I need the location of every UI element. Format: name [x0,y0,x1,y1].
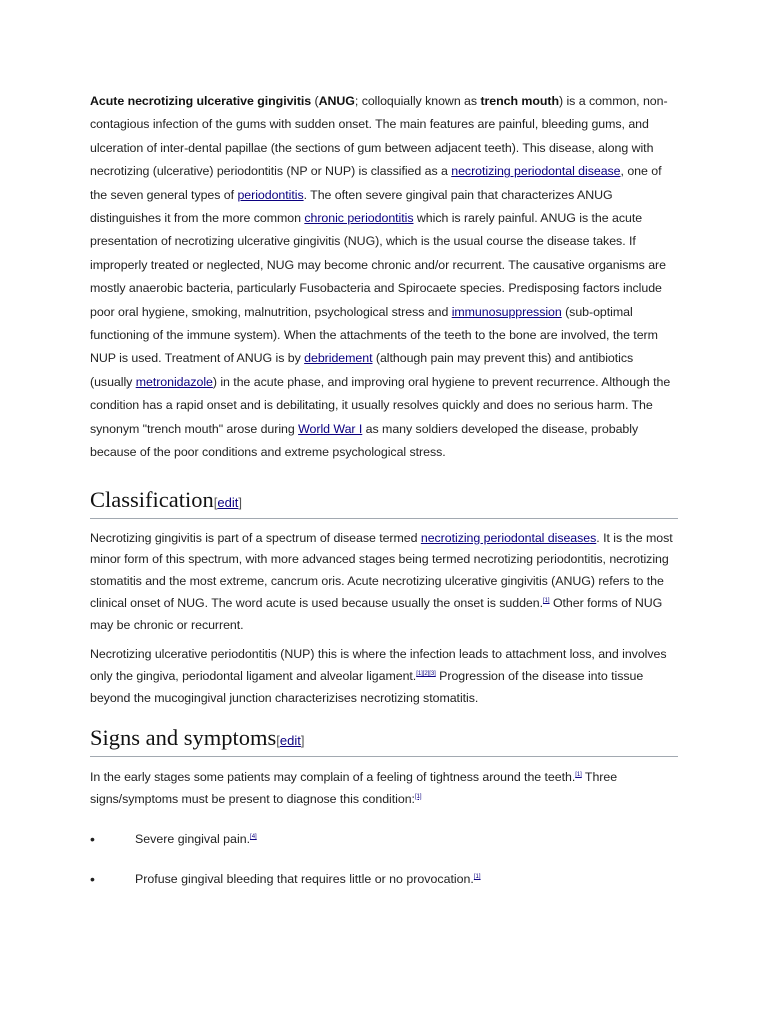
text-run: (sub-optimal functioning of the immune system). When the attachments of the teeth to the bone are involved, the term NUP is used. Treatment of ANUG is by [90,304,658,366]
edit-bracket-open: [ [276,732,280,748]
text-run: , one of the seven general types of [90,164,662,202]
heading-signs-and-symptoms [90,724,678,757]
heading-text: Classification [90,486,214,512]
text-run: In the early stages some patients may complain of a feeling of tightness around the teeth. [90,769,576,784]
edit-link-classification[interactable]: edit [217,494,239,510]
bullet-icon: • [90,871,95,888]
edit-bracket-open: [ [213,494,218,510]
citation-ref[interactable]: [1][2][3] [416,671,436,678]
link-world-war-i[interactable]: World War I [298,421,363,436]
link-chronic-periodontitis[interactable]: chronic periodontitis [304,211,414,226]
text-run: . It is the most minor form of this spectrum, with more advanced stages being termed necrotizing periodontitis, necrotizing stomatitis and the most extreme, cancrum oris. Acute necrotizing ulcerative gingivitis (ANUG) refers to the clinical onset of NUG. The word acute is used because usually the onset is sudden. [90,530,673,610]
edit-section-classification [214,495,242,510]
list-item-text: Profuse gingival bleeding that requires little or no provocation. [135,872,474,887]
edit-link-signs[interactable]: edit [279,732,301,748]
citation-ref[interactable]: [1] [473,874,481,881]
text-run: ; colloquially known as [354,94,481,108]
bullet-icon: • [90,831,95,848]
text-run: Necrotizing ulcerative periodontitis (NUP) this is where the infection leads to attachment loss, and involves only the gingiva, periodontal ligament and alveolar ligament. [90,647,667,684]
list-item-text: Severe gingival pain. [135,832,251,847]
link-immunosuppression[interactable]: immunosuppression [451,304,562,319]
link-necrotizing-periodontal-disease[interactable]: necrotizing periodontal disease [451,164,621,179]
text-run: Other forms of NUG may be chronic or recurrent. [90,595,663,632]
text-run: Necrotizing gingivitis is part of a spectrum of disease termed [90,530,421,545]
text-run: as many soldiers developed the disease, probably because of the poor conditions and extreme psychological stress. [90,421,639,460]
list-item [90,828,678,850]
text-run: (although pain may prevent this) and antibiotics (usually [90,351,634,389]
text-run: ) is a common, non-contagious infection of the gums with sudden onset. The main features are painful, bleeding gums, and ulceration of inter-dental papillae (the sections of gum between adjacent teeth). This disease, along with necrotizing (ulcerative) periodontitis (NP or NUP) is classified as a [90,94,668,179]
citation-ref[interactable]: [1] [414,793,422,800]
term-trench-mouth: trench mouth [480,94,559,108]
edit-bracket-close: ] [300,732,305,748]
text-run: ) in the acute phase, and improving oral hygiene to prevent recurrence. Although the condition has a rapid onset and is debilitating, it usually resolves quickly and does no serious harm. The synonym "trench mouth" arose during [90,374,671,436]
edit-bracket-close: ] [238,494,242,510]
citation-ref[interactable]: [4] [250,834,257,841]
term-anug: ANUG [318,94,355,108]
citation-ref[interactable]: [1] [575,771,582,778]
text-run: . The often severe gingival pain that characterizes ANUG distinguishes it from the more common [90,187,613,226]
link-periodontitis[interactable]: periodontitis [237,187,304,202]
text-run: Three signs/symptoms must be present to diagnose this condition: [90,769,618,806]
link-metronidazole[interactable]: metronidazole [135,374,213,389]
symptom-list [90,828,678,890]
link-debridement[interactable]: debridement [304,351,373,366]
text-run: Progression of the disease into tissue beyond the mucogingival junction characterizises necrotizing stomatitis. [90,669,644,706]
signs-paragraph [90,767,678,811]
text-run: ( [311,94,319,108]
term-anug-full: Acute necrotizing ulcerative gingivitis [90,94,312,108]
classification-paragraph-2 [90,644,678,709]
list-item [90,868,678,890]
link-necrotizing-periodontal-diseases[interactable]: necrotizing periodontal diseases [420,530,597,545]
citation-ref[interactable]: [1] [543,597,550,604]
edit-section-signs [276,733,304,748]
heading-classification [90,486,678,519]
text-run: which is rarely painful. ANUG is the acute presentation of necrotizing ulcerative gingivitis (NUG), which is the usual course the disease takes. If improperly treated or neglected, NUG may become chronic and/or recurrent. The causative organisms are mostly anaerobic bacteria, particularly Fusobacteria and Spirocaete species. Predisposing factors include poor oral hygiene, smoking, malnutrition, psychological stress and [90,211,666,319]
intro-paragraph [90,90,678,465]
heading-text: Signs and symptoms [90,724,277,750]
classification-paragraph-1 [90,528,678,637]
